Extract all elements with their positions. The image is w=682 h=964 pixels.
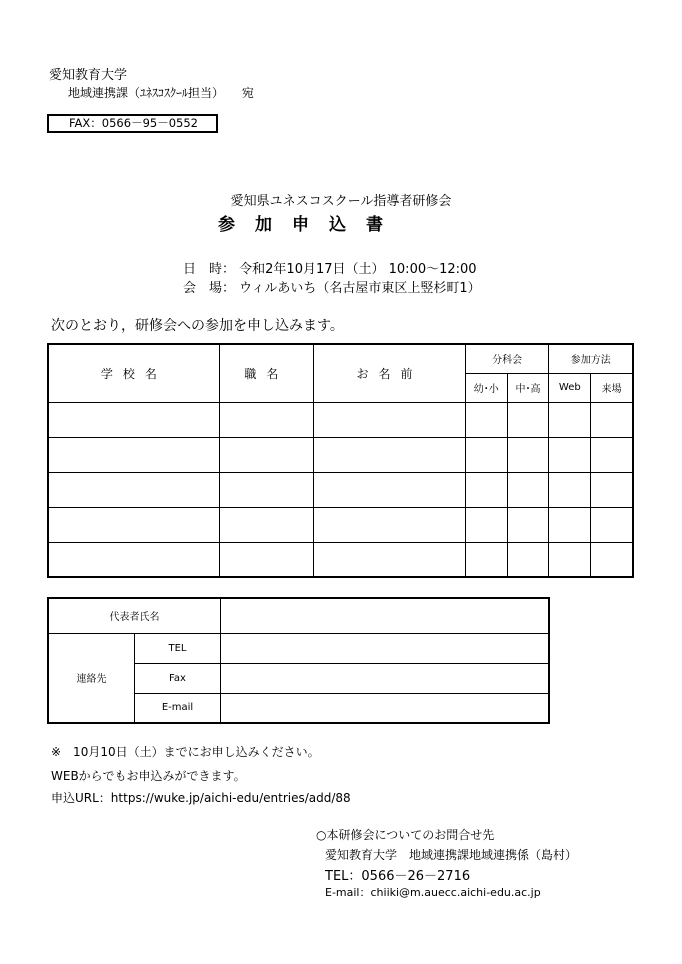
schedule-date [183, 258, 477, 277]
contact-label: 連絡先 [48, 633, 135, 723]
position-cell[interactable] [219, 507, 313, 542]
division-secondary-cell[interactable] [507, 472, 549, 507]
header-school: 学校名 [48, 344, 219, 402]
header-method-venue: 来場 [591, 373, 633, 402]
method-web-cell[interactable] [549, 507, 591, 542]
method-venue-cell[interactable] [591, 507, 633, 542]
position-cell[interactable] [219, 542, 313, 577]
fax-label: Fax [135, 663, 221, 693]
email-label: E-mail [135, 693, 221, 723]
tel-cell[interactable] [221, 633, 550, 663]
name-cell[interactable] [314, 402, 466, 437]
table-row [48, 402, 633, 437]
schedule-venue [183, 277, 481, 296]
fax-number-box: FAX：0566－95－0552 [47, 114, 218, 133]
table-row [48, 437, 633, 472]
tel-label: TEL [135, 633, 221, 663]
inquiry-heading: ○本研修会についてのお問合せ先 [316, 828, 495, 842]
representative-cell[interactable] [221, 598, 550, 633]
division-elementary-cell[interactable] [465, 472, 507, 507]
division-secondary-cell[interactable] [507, 402, 549, 437]
application-url: 申込URL：https://wuke.jp/aichi-edu/entries/add/88 [51, 791, 351, 805]
table-row [48, 542, 633, 577]
school-cell[interactable] [48, 437, 219, 472]
application-table [47, 343, 634, 578]
date-value: 令和2年10月17日（土） 10:00～12:00 [239, 262, 477, 277]
deadline-note: ※ 10月10日（土）までにお申し込みください。 [51, 745, 320, 759]
name-cell[interactable] [314, 437, 466, 472]
intro-text: 次のとおり，研修会への参加を申し込みます。 [51, 318, 344, 334]
method-venue-cell[interactable] [591, 542, 633, 577]
method-web-cell[interactable] [549, 542, 591, 577]
representative-label: 代表者氏名 [48, 598, 221, 633]
event-name: 愛知県ユネスコスクール指導者研修会 [230, 194, 452, 209]
header-division: 分科会 [465, 344, 549, 373]
name-cell[interactable] [314, 507, 466, 542]
position-cell[interactable] [219, 402, 313, 437]
method-venue-cell[interactable] [591, 402, 633, 437]
position-cell[interactable] [219, 472, 313, 507]
header-method-web: Web [549, 373, 591, 402]
division-elementary-cell[interactable] [465, 437, 507, 472]
fax-cell[interactable] [221, 663, 550, 693]
email-cell[interactable] [221, 693, 550, 723]
header-position: 職名 [219, 344, 313, 402]
recipient-department [68, 84, 254, 101]
division-secondary-cell[interactable] [507, 542, 549, 577]
division-elementary-cell[interactable] [465, 402, 507, 437]
header-division-secondary: 中･高 [507, 373, 549, 402]
school-cell[interactable] [48, 402, 219, 437]
recipient-honorific: 宛 [241, 86, 254, 100]
method-venue-cell[interactable] [591, 472, 633, 507]
header-method: 参加方法 [549, 344, 633, 373]
header-name: お名前 [314, 344, 466, 402]
school-cell[interactable] [48, 542, 219, 577]
date-label: 日 時： [183, 262, 236, 277]
division-secondary-cell[interactable] [507, 507, 549, 542]
method-venue-cell[interactable] [591, 437, 633, 472]
recipient-university: 愛知教育大学 [49, 68, 128, 83]
method-web-cell[interactable] [549, 437, 591, 472]
school-cell[interactable] [48, 507, 219, 542]
contact-table [47, 597, 550, 724]
header-division-elementary: 幼･小 [465, 373, 507, 402]
venue-value: ウィルあいち（名古屋市東区上竪杉町1） [239, 281, 481, 296]
division-secondary-cell[interactable] [507, 437, 549, 472]
position-cell[interactable] [219, 437, 313, 472]
inquiry-organization: 愛知教育大学 地域連携課地域連携係（島村） [325, 848, 578, 862]
division-elementary-cell[interactable] [465, 507, 507, 542]
name-cell[interactable] [314, 472, 466, 507]
name-cell[interactable] [314, 542, 466, 577]
method-web-cell[interactable] [549, 472, 591, 507]
method-web-cell[interactable] [549, 402, 591, 437]
recipient-department-label: 地域連携課（ﾕﾈｽｺｽｸｰﾙ担当） [68, 86, 225, 100]
inquiry-tel: TEL：0566－26－2716 [325, 869, 471, 884]
web-note: WEBからでもお申込みができます。 [51, 769, 246, 783]
school-cell[interactable] [48, 472, 219, 507]
inquiry-email: E-mail：chiiki@m.auecc.aichi-edu.ac.jp [325, 886, 541, 899]
venue-label: 会 場： [183, 281, 236, 296]
table-row [48, 472, 633, 507]
division-elementary-cell[interactable] [465, 542, 507, 577]
document-title: 参加申込書 [218, 215, 403, 235]
table-row [48, 507, 633, 542]
